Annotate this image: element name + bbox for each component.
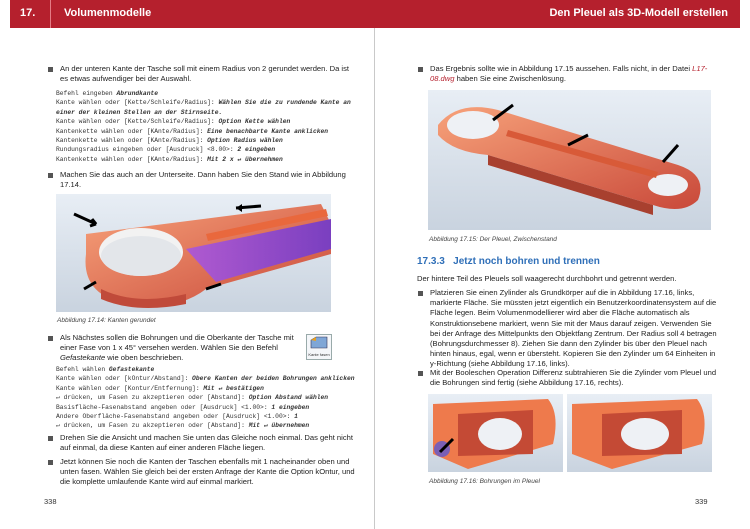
section-title: Jetzt noch bohren und trennen <box>453 256 600 267</box>
command-prompt: Kantenkette wählen oder [KAnte/Radius]: <box>56 127 208 135</box>
header-divider <box>50 0 51 28</box>
caption-17-16: Abbildung 17.16: Bohrungen im Pleuel <box>429 478 540 485</box>
chapter-number: 17. <box>20 7 36 19</box>
command-input: Gefastekante <box>108 366 155 373</box>
command-line <box>56 403 309 412</box>
section-number: 17.3.3 <box>417 256 445 267</box>
command-input: Option Radius wählen <box>207 137 283 144</box>
figure-17-15 <box>428 90 711 230</box>
command-input: Mit 2 x ↵ übernehmen <box>207 155 283 163</box>
conrod-drilled-render <box>567 394 712 472</box>
kante-fasen-label: Kante fasen <box>308 352 330 357</box>
command-input: 1 eingeben <box>271 403 310 411</box>
bullet-fase-text-a: Als Nächstes sollen die Bohrungen und die Oberkante der Tasche mit einer Fase von 1 x 45° versehen werden. Wählen Sie den Befehl <box>60 333 294 353</box>
figure-17-16-right <box>567 394 712 472</box>
command-prompt: Basisfläche-Fasenabstand angeben oder [Ausdruck] <1.00>: <box>56 403 272 411</box>
bullet-unterseite: Machen Sie das auch an der Unterseite. Dann haben Sie den Stand wie in Abbildung 17.14. <box>60 170 355 190</box>
section-header <box>375 0 740 28</box>
command-prompt: ↵ drücken, um Fasen zu akzeptieren oder [Abstand]: <box>56 422 249 430</box>
conrod-cylinder-render <box>428 394 563 472</box>
command-line <box>56 89 158 98</box>
command-prompt: Kante wählen oder [Kontur/Entfernung]: <box>56 384 204 392</box>
command-prompt: ↵ drücken, um Fasen zu akzeptieren oder [Abstand]: <box>56 394 249 402</box>
command-line <box>56 365 154 374</box>
page-number-left: 338 <box>44 497 57 506</box>
bullet-ergebnis-text-b: haben Sie eine Zwischenlösung. <box>454 74 566 84</box>
page-number-right: 339 <box>695 497 708 506</box>
bullet-differenz: Mit der Booleschen Operation Differenz subtrahieren Sie die Zylinder vom Pleuel und die Bohrungen sind fertig (siehe Abbildung 17.16, rechts). <box>430 368 722 388</box>
command-line <box>56 393 328 402</box>
command-input: Wählen Sie die zu rundende Kante an <box>218 99 351 107</box>
command-prompt: Kante wählen oder [kOntur/Abstand]: <box>56 375 193 383</box>
command-line <box>56 384 264 393</box>
command-line <box>56 108 222 117</box>
command-prompt: Rundungsradius eingeben oder [Ausdruck] <8.00>: <box>56 146 238 154</box>
bullet-fase-command: Gefastekante <box>60 353 106 363</box>
command-line <box>56 421 309 430</box>
bullet-ergebnis <box>430 64 720 84</box>
command-prompt: Kantenkette wählen oder [KAnte/Radius]: <box>56 155 208 163</box>
command-prompt: Befehl eingeben <box>56 90 117 97</box>
figure-17-14 <box>56 194 331 312</box>
bullet-drehen: Drehen Sie die Ansicht und machen Sie unten das Gleiche noch einmal. Das geht nicht auf einmal, da diese Kanten auf einer anderen Fläche liegen. <box>60 433 355 453</box>
command-prompt: Kante wählen oder [Kette/Schleife/Radius]: <box>56 99 219 107</box>
bullet-zylinder: Platzieren Sie einen Zylinder als Grundkörper auf die in Abbildung 17.16, links, markierte Fläche. Sie müssten jetzt eigentlich ein Benutzerkoordinatensystem auf die Fläche legen. Beim Volumenmodellierer wird aber die Fläche automatisch als Konstruktionsebene markiert, wenn Sie mit der Maus darauf zeigen. Verwenden Sie bei der Anfrage des Mittelpunkts den Objektfang Zentrum. Der Radius soll 4 betragen (Bohrungsdurchmesser 8). Ziehen Sie dann den Zylinder bis über den Pleuel nach hinten hinaus, egal, wenn er übersteht. Kopieren Sie den Zylinder um 64 Einheiten in y-Richtung (siehe Abbildung 17.16, links). <box>430 288 722 370</box>
chamfer-icon <box>307 335 331 351</box>
bullet-fase <box>60 333 295 364</box>
command-line <box>56 98 351 107</box>
figure-17-16-left <box>428 394 563 472</box>
bullet-ergebnis-text-a: Das Ergebnis sollte wie in Abbildung 17.15 aussehen. Falls nicht, in der Datei <box>430 64 693 73</box>
command-line <box>56 136 283 145</box>
command-line <box>56 127 328 136</box>
command-prompt: Kantenkette wählen oder [KAnte/Radius]: <box>56 137 208 144</box>
bullet-taschen: Jetzt können Sie noch die Kanten der Taschen ebenfalls mit 1 nacheinander oben und unten fasen. Wählen Sie gleich bei der ersten Anfrage der Kante die Option kOntur, und die komplette umlaufende Kante wird auf einmal markiert. <box>60 457 355 487</box>
section-heading <box>417 256 600 267</box>
command-line <box>56 374 355 383</box>
chapter-header <box>10 0 375 28</box>
command-input: Eine benachbarte Kante anklicken <box>207 127 329 135</box>
conrod-rounded-render <box>56 194 331 312</box>
right-page <box>375 0 750 529</box>
command-input: 1 <box>294 413 298 420</box>
command-line <box>56 117 290 126</box>
command-prompt: Kante wählen oder [Kette/Schleife/Radius]: <box>56 118 219 126</box>
command-line <box>56 155 283 164</box>
chapter-title: Volumenmodelle <box>64 7 152 19</box>
caption-17-15: Abbildung 17.15: Der Pleuel, Zwischenstand <box>429 236 557 243</box>
command-line <box>56 412 298 421</box>
command-input: einer der kleinen Stellen an der Stirnseite. <box>56 108 223 116</box>
command-line <box>56 145 275 154</box>
caption-17-14: Abbildung 17.14: Kanten gerundet <box>57 317 156 324</box>
kante-fasen-tool-icon[interactable] <box>306 334 332 360</box>
conrod-intermediate-render <box>428 90 711 230</box>
command-prompt: Befehl wählen <box>56 366 109 373</box>
command-input: Abrundkante <box>116 90 159 97</box>
command-input: Option Kette wählen <box>218 118 291 126</box>
command-input: 2 eingeben <box>237 146 276 154</box>
file-link[interactable]: L17-08.dwg <box>430 64 708 84</box>
bullet-radius: An der unteren Kante der Tasche soll mit einem Radius von 2 gerundet werden. Da ist es etwas aufwendiger bei der Auswahl. <box>60 64 355 84</box>
command-input: Mit ↵ übernehmen <box>248 422 310 430</box>
bullet-fase-text-b: wie oben beschrieben. <box>105 353 184 363</box>
command-input: Obere Kanten der beiden Bohrungen anklicken <box>192 375 355 383</box>
section-intro: Der hintere Teil des Pleuels soll waagerecht durchbohrt und getrennt werden. <box>417 274 677 283</box>
command-input: Option Abstand wählen <box>248 394 329 402</box>
command-input: Mit ↵ bestätigen <box>203 384 264 392</box>
header-title: Den Pleuel als 3D-Modell erstellen <box>549 7 728 19</box>
command-prompt: Andere Oberfläche-Fasenabstand angeben oder [Ausdruck] <1.00>: <box>56 413 295 420</box>
